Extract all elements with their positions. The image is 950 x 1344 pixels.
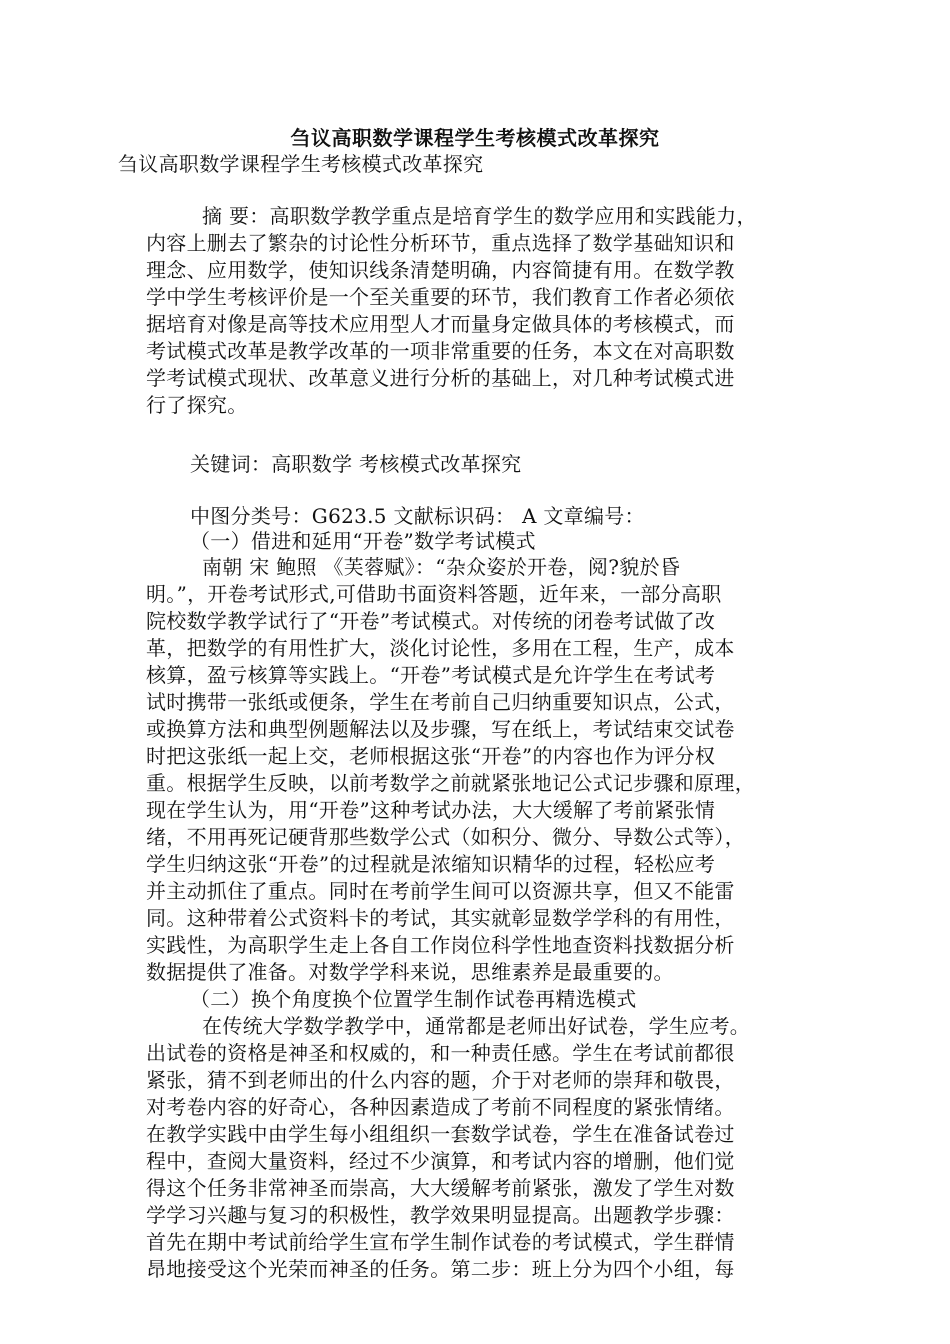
- section1-line: 重。根据学生反映，以前考数学之前就紧张地记公式记步骤和原理，: [146, 771, 755, 795]
- section1-line: 明。”，开卷考试形式,可借助书面资料答题，近年来，一部分高职: [146, 582, 722, 606]
- abstract-line: 据培育对像是高等技术应用型人才而量身定做具体的考核模式，而: [146, 312, 735, 336]
- section1-line: 数据提供了准备。对数学学科来说，思维素养是最重要的。: [146, 960, 674, 984]
- abstract-line: 考试模式改革是教学改革的一项非常重要的任务，本文在对高职数: [146, 339, 735, 363]
- abstract-line: 学考试模式现状、改革意义进行分析的基础上，对几种考试模式进: [146, 366, 735, 390]
- section2-line: 紧张，猜不到老师出的什么内容的题，介于对老师的崇拜和敬畏，: [146, 1068, 735, 1092]
- section1-line: 院校数学教学试行了“开卷”考试模式。对传统的闭卷考试做了改: [146, 609, 716, 633]
- document-subtitle: 刍议高职数学课程学生考核模式改革探究: [118, 152, 484, 176]
- section2-line: 学学习兴趣与复习的积极性，教学效果明显提高。出题教学步骤：: [146, 1203, 735, 1227]
- section-heading: （二）换个角度换个位置学生制作试卷再精选模式: [190, 987, 637, 1011]
- abstract-line: 行了探究。: [146, 393, 248, 417]
- classification-line: 中图分类号：G623.5 文献标识码： A 文章编号：: [190, 504, 645, 528]
- section1-line: 或换算方法和典型例题解法以及步骤，写在纸上，考试结束交试卷: [146, 717, 735, 741]
- section2-line: 程中，查阅大量资料，经过不少演算，和考试内容的增删，他们觉: [146, 1149, 735, 1173]
- section1-line: 绪，不用再死记硬背那些数学公式（如积分、微分、导数公式等），: [146, 825, 745, 849]
- section1-line: 革，把数学的有用性扩大，淡化讨论性，多用在工程，生产，成本: [146, 636, 735, 660]
- section2-line: 出试卷的资格是神圣和权威的，和一种责任感。学生在考试前都很: [146, 1041, 735, 1065]
- section1-line: 学生归纳这张“开卷”的过程就是浓缩知识精华的过程，轻松应考: [146, 852, 716, 876]
- keywords-line: 关键词：高职数学 考核模式改革探究: [190, 452, 522, 476]
- section2-line: 得这个任务非常神圣而崇高，大大缓解考前紧张，激发了学生对数: [146, 1176, 735, 1200]
- section-heading: （一）借进和延用“开卷”数学考试模式: [190, 529, 536, 553]
- section1-line: 并主动抓住了重点。同时在考前学生间可以资源共享，但又不能雷: [146, 879, 735, 903]
- section1-line: 核算，盈亏核算等实践上。“开卷”考试模式是允许学生在考试考: [146, 663, 716, 687]
- section1-line: 时把这张纸一起上交，老师根据这张“开卷”的内容也作为评分权: [146, 744, 716, 768]
- section2-line: 在传统大学数学教学中，通常都是老师出好试卷，学生应考。: [202, 1014, 751, 1038]
- section1-line: 实践性，为高职学生走上各自工作岗位科学性地查资料找数据分析: [146, 933, 735, 957]
- section1-line: 同。这种带着公式资料卡的考试，其实就彰显数学学科的有用性，: [146, 906, 735, 930]
- abstract-line: 学中学生考核评价是一个至关重要的环节，我们教育工作者必须依: [146, 285, 735, 309]
- section2-line: 在教学实践中由学生每小组组织一套数学试卷，学生在准备试卷过: [146, 1122, 735, 1146]
- section2-line: 首先在期中考试前给学生宣布学生制作试卷的考试模式，学生群情: [146, 1230, 735, 1254]
- section2-line: 昂地接受这个光荣而神圣的任务。第二步：班上分为四个小组，每: [146, 1257, 735, 1281]
- section1-line: 南朝 宋 鲍照 《芙蓉赋》：“杂众姿於开卷，阅?貌於昏: [202, 555, 681, 579]
- abstract-line: 理念、应用数学，使知识线条清楚明确，内容简捷有用。在数学教: [146, 258, 735, 282]
- document-title: 刍议高职数学课程学生考核模式改革探究: [290, 126, 660, 150]
- abstract-line: 摘 要：高职数学教学重点是培育学生的数学应用和实践能力，: [202, 204, 757, 228]
- abstract-line: 内容上删去了繁杂的讨论性分析环节，重点选择了数学基础知识和: [146, 231, 735, 255]
- section1-line: 现在学生认为，用“开卷”这种考试办法，大大缓解了考前紧张情: [146, 798, 716, 822]
- section2-line: 对考卷内容的好奇心，各种因素造成了考前不同程度的紧张情绪。: [146, 1095, 735, 1119]
- section1-line: 试时携带一张纸或便条，学生在考前自己归纳重要知识点，公式，: [146, 690, 735, 714]
